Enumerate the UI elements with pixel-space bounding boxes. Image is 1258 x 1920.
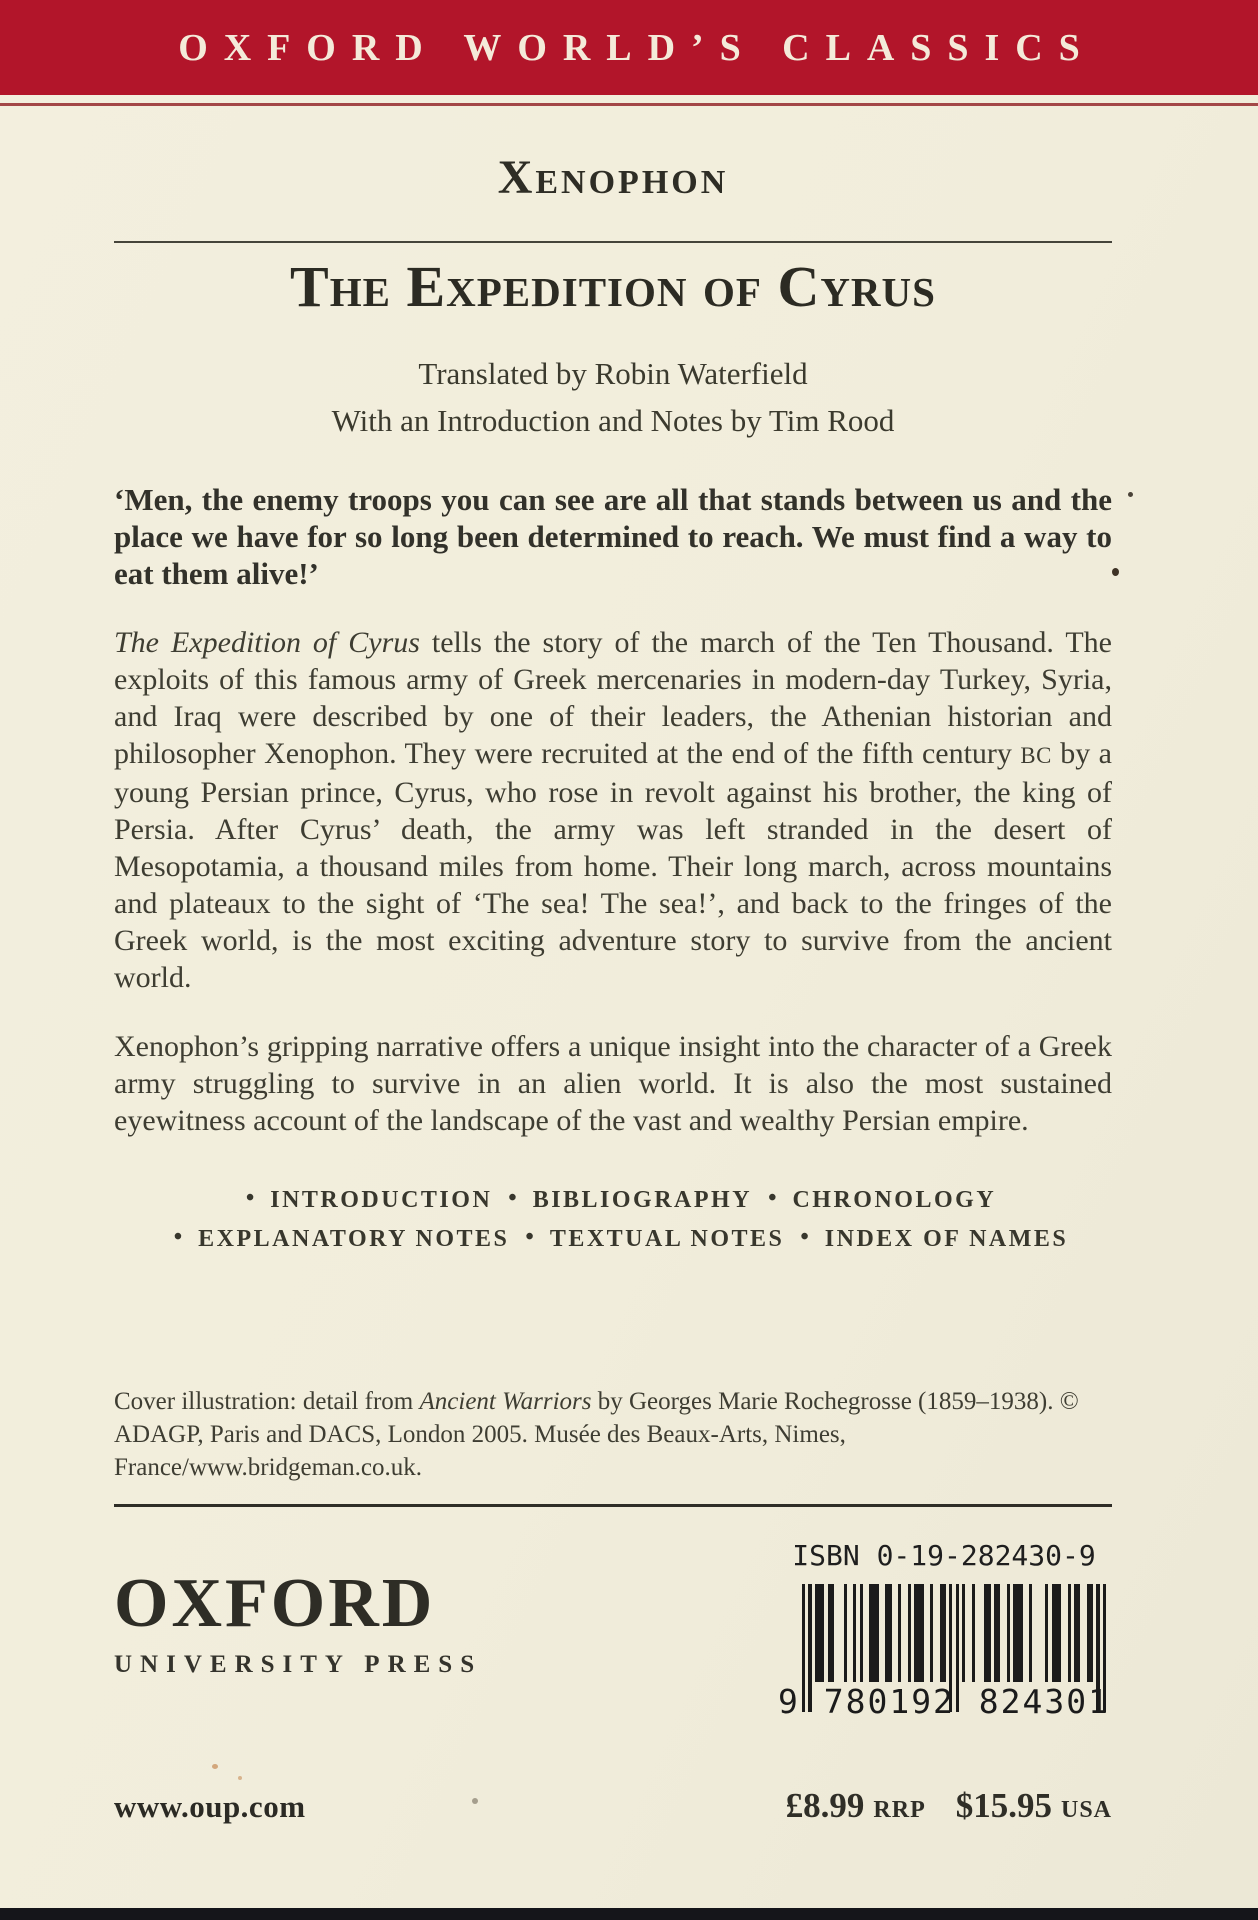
feature-item: CHRONOLOGY	[792, 1187, 997, 1213]
barcode-digit-group: 780192	[823, 1682, 955, 1721]
title-rule	[114, 241, 1112, 243]
oxford-logo-text: OXFORD	[114, 1565, 436, 1642]
ink-speck	[238, 1776, 242, 1780]
italic-book-title: The Expedition of Cyrus	[114, 626, 420, 659]
gbp-price: £8.99	[785, 1786, 865, 1825]
banner-rule	[0, 103, 1258, 106]
barcode-digit-group: 824301	[978, 1682, 1110, 1721]
usd-price: $15.95	[955, 1786, 1052, 1825]
barcode	[776, 1584, 1112, 1742]
bullet-icon: •	[508, 1185, 517, 1211]
credit-text: by Georges Marie Rochegrosse (1859–1938). © ADAGP, Paris and DACS, London 2005. Musée des Beaux-Arts, Nimes, France/www.bridgeman.co.uk.	[114, 1388, 1079, 1481]
credit-artwork-title: Ancient Warriors	[419, 1388, 592, 1415]
bottom-row	[114, 1786, 1112, 1826]
paragraph-text: tells the story of the march of the Ten Thousand. The exploits of this famous army of Greek mercenaries in modern-day Turkey, Syria, and Iraq were described by one of their leaders, the Athenian historian and philosopher Xenophon. They were recruited at the end of the fifth century	[114, 626, 1112, 770]
usa-label: USA	[1060, 1797, 1112, 1823]
synopsis-paragraph-1	[114, 624, 1112, 996]
bullet-icon: •	[768, 1185, 777, 1211]
rrp-label: RRP	[873, 1797, 926, 1823]
footer-rule	[114, 1504, 1112, 1507]
banner-title: OXFORD WORLD’S CLASSICS	[178, 26, 1096, 69]
bullet-icon: •	[525, 1224, 534, 1250]
bullet-icon: •	[800, 1224, 809, 1250]
feature-item: BIBLIOGRAPHY	[532, 1187, 753, 1213]
features-row-2	[114, 1226, 1112, 1253]
features-row-1	[114, 1187, 1112, 1214]
author-name: Xenophon	[497, 151, 729, 204]
publisher-row	[114, 1539, 1112, 1742]
price-line	[786, 1786, 1112, 1826]
feature-item: INDEX OF NAMES	[824, 1226, 1069, 1252]
cover-credit	[114, 1385, 1112, 1484]
bottom-edge	[0, 1908, 1258, 1920]
ink-speck	[1112, 568, 1119, 576]
ink-speck	[1128, 492, 1133, 497]
features-list	[114, 1187, 1112, 1253]
editor-line: With an Introduction and Notes by Tim Rood	[331, 403, 895, 438]
credit-text: Cover illustration: detail from	[114, 1388, 420, 1415]
bc-abbreviation: BC	[1020, 743, 1052, 768]
website-url: www.oup.com	[114, 1789, 306, 1824]
bullet-icon: •	[173, 1224, 183, 1250]
cover-content	[0, 150, 1258, 1826]
translator-line: Translated by Robin Waterfield	[418, 356, 808, 391]
ink-speck	[212, 1764, 218, 1769]
university-press-text: UNIVERSITY PRESS	[114, 1651, 483, 1678]
bullet-icon: •	[245, 1185, 255, 1211]
pull-quote: ‘Men, the enemy troops you can see are all that stands between us and the place we have for so long been determined to reach. We must find a way to eat them alive!’	[114, 482, 1112, 591]
paragraph-text: by a young Persian prince, Cyrus, who rose in revolt against his brother, the king of Persia. After Cyrus’ death, the army was left stranded in the desert of Mesopotamia, a thousand miles from home. Their long march, across mountains and plateaux to the sight of ‘The sea! The sea!’, and back to the fringes of the Greek world, is the most exciting adventure story to survive from the ancient world.	[114, 737, 1112, 994]
publisher-logo	[114, 1539, 482, 1679]
barcode-digits	[776, 1682, 1112, 1721]
ink-speck	[472, 1798, 478, 1804]
isbn-block	[776, 1539, 1112, 1742]
feature-item: INTRODUCTION	[270, 1187, 493, 1213]
barcode-digit-group: 9	[778, 1682, 800, 1721]
feature-item: TEXTUAL NOTES	[549, 1226, 785, 1252]
synopsis-paragraph-2: Xenophon’s gripping narrative offers a unique insight into the character of a Greek army struggling to survive in an alien world. It is also the most sustained eyewitness account of the landscape of the vast and wealthy Persian empire.	[114, 1030, 1112, 1137]
book-title: The Expedition of Cyrus	[290, 254, 936, 319]
feature-item: EXPLANATORY NOTES	[198, 1226, 510, 1252]
oxford-classics-banner	[0, 0, 1258, 95]
isbn-label: ISBN 0-19-282430-9	[792, 1539, 1096, 1572]
